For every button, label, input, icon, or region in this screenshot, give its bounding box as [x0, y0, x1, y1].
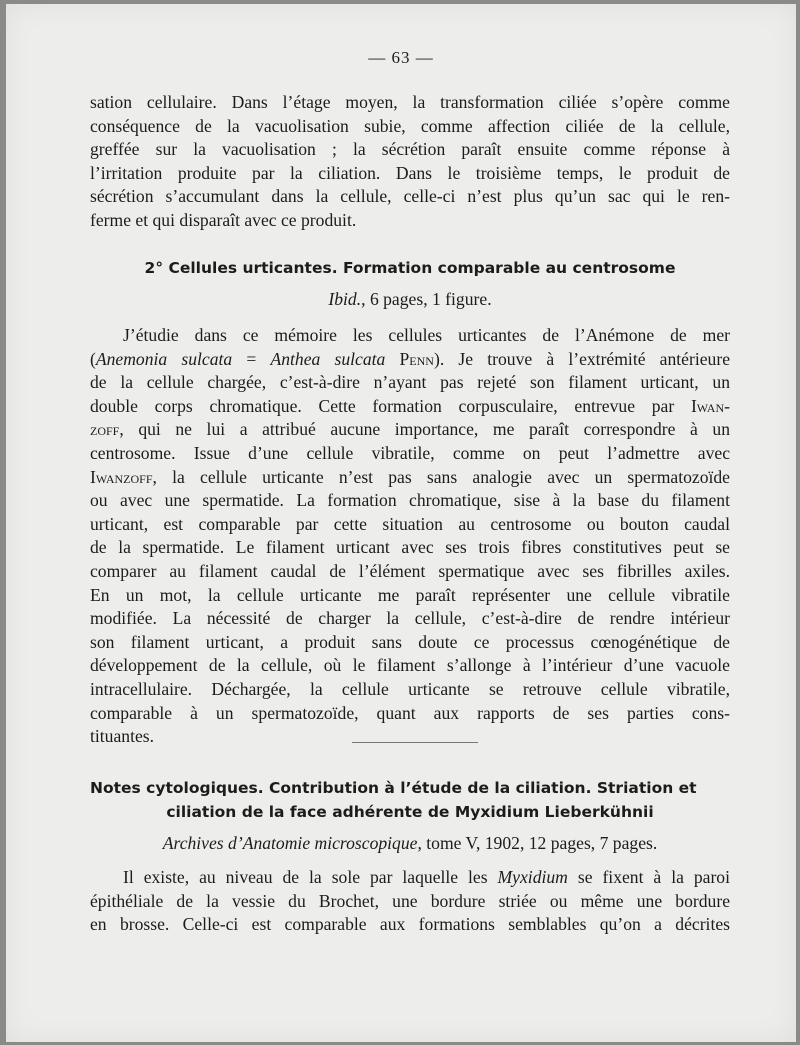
taxon-name: Anemonia sulcata	[95, 348, 233, 369]
text-line: son filament urticant, a produit sans doute ce processus cœnogénétique de	[90, 631, 730, 652]
text-line: en brosse. Celle-ci est comparable aux formations semblables qu’on a décrites	[90, 914, 730, 935]
author-name: zoff	[90, 419, 120, 440]
section-heading-cellules-urticantes: 2° Cellules urticantes. Formation comparable au centrosome	[144, 259, 676, 277]
author-name: Iwanzoff	[90, 466, 153, 487]
author-name: Penn	[399, 348, 434, 369]
text-line: intracellulaire. Déchargée, la cellule urticante se retrouve cellule vibratile,	[90, 678, 730, 699]
text-line: ferme et qui disparaît avec ce produit.	[90, 209, 357, 230]
text-line: centrosome. Issue d’une cellule vibratile, comme on peut l’admettre avec	[90, 442, 730, 463]
text-line: sécrétion s’accumulant dans la cellule, celle-ci n’est plus qu’un sac qui le ren-	[90, 186, 730, 207]
text-line: de la spermatide. Le filament urticant avec ses trois fibres constitutives peut se	[90, 537, 730, 558]
taxon-name: Anthea sulcata	[270, 348, 386, 369]
text-line: greffée sur la vacuolisation ; la sécrétion paraît ensuite comme réponse à	[90, 139, 730, 160]
paragraph-continuation	[90, 91, 730, 233]
text-line: conséquence de la vacuolisation subie, comme affection ciliée de la cellule,	[90, 115, 730, 136]
text-line: épithéliale de la vessie du Brochet, une bordure striée ou même une bordure	[90, 890, 730, 911]
paragraph-cellules-urticantes	[90, 324, 730, 749]
text-line: comparable à un spermatozoïde, quant aux rapports de ses parties cons-	[90, 702, 730, 723]
text-line: Iwanzoff, la cellule urticante n’est pas sans analogie avec un spermatozoïde	[90, 466, 730, 487]
reference-details: , tome V, 1902, 12 pages, 7 pages.	[417, 833, 658, 853]
text-line: l’irritation produite par la ciliation. Dans le troisième temps, le produit de	[90, 162, 730, 183]
text-line: zoff, qui ne lui a attribué aucune importance, me paraît correspondre à un	[90, 419, 730, 440]
taxon-name: Myxidium	[497, 867, 568, 887]
reference-details: , 6 pages, 1 figure.	[361, 289, 492, 309]
text-line: de la cellule chargée, c’est-à-dire n’ayant pas rejeté son filament urticant, un	[90, 372, 730, 393]
text-line: J’étudie dans ce mémoire les cellules urticantes de l’Anémone de mer	[123, 325, 730, 345]
text-line: Il existe, au niveau de la sole par laquelle les Myxidium se fixent à la paroi	[123, 867, 730, 887]
paragraph-myxidium	[90, 866, 730, 937]
text-line: tituantes.	[90, 726, 155, 747]
author-name: Iwan-	[690, 395, 730, 416]
text-line: ou avec une spermatide. La formation chromatique, sise à la base du filament	[90, 490, 730, 511]
text-line: sation cellulaire. Dans l’étage moyen, la transformation ciliée s’opère comme	[90, 92, 730, 112]
section-reference	[90, 289, 730, 310]
page-number: — 63 —	[368, 48, 434, 67]
section-divider	[352, 742, 478, 743]
text-line: développement de la cellule, où le filament s’allonge à l’intérieur d’une vacuole	[90, 655, 730, 676]
heading-line: ciliation de la face adhérente de Myxidium Lieberkühnii	[166, 803, 654, 821]
text-line: (Anemonia sulcata = Anthea sulcata Penn). Je trouve à l’extrémité antérieure	[90, 348, 731, 369]
section-reference	[90, 833, 730, 854]
text-line: urticant, est comparable par cette situation au centrosome ou bouton caudal	[90, 513, 730, 534]
text-line: modifiée. La nécessité de charger la cellule, c’est-à-dire de rendre intérieur	[90, 608, 730, 629]
text-line: En un mot, la cellule urticante me paraît représenter une cellule vibratile	[90, 584, 730, 605]
text-line: comparer au filament caudal de l’élément spermatique avec ses fibrilles axiles.	[90, 560, 730, 581]
text-line: double corps chromatique. Cette formation corpusculaire, entrevue par Iwan-	[90, 395, 730, 416]
section-heading-notes-cytologiques	[90, 776, 730, 824]
document-page	[6, 4, 796, 1042]
heading-line: Notes cytologiques. Contribution à l’étude de la ciliation. Striation et	[90, 779, 697, 797]
reference-source: Ibid.	[328, 289, 362, 309]
reference-source: Archives d’Anatomie microscopique	[162, 833, 418, 853]
